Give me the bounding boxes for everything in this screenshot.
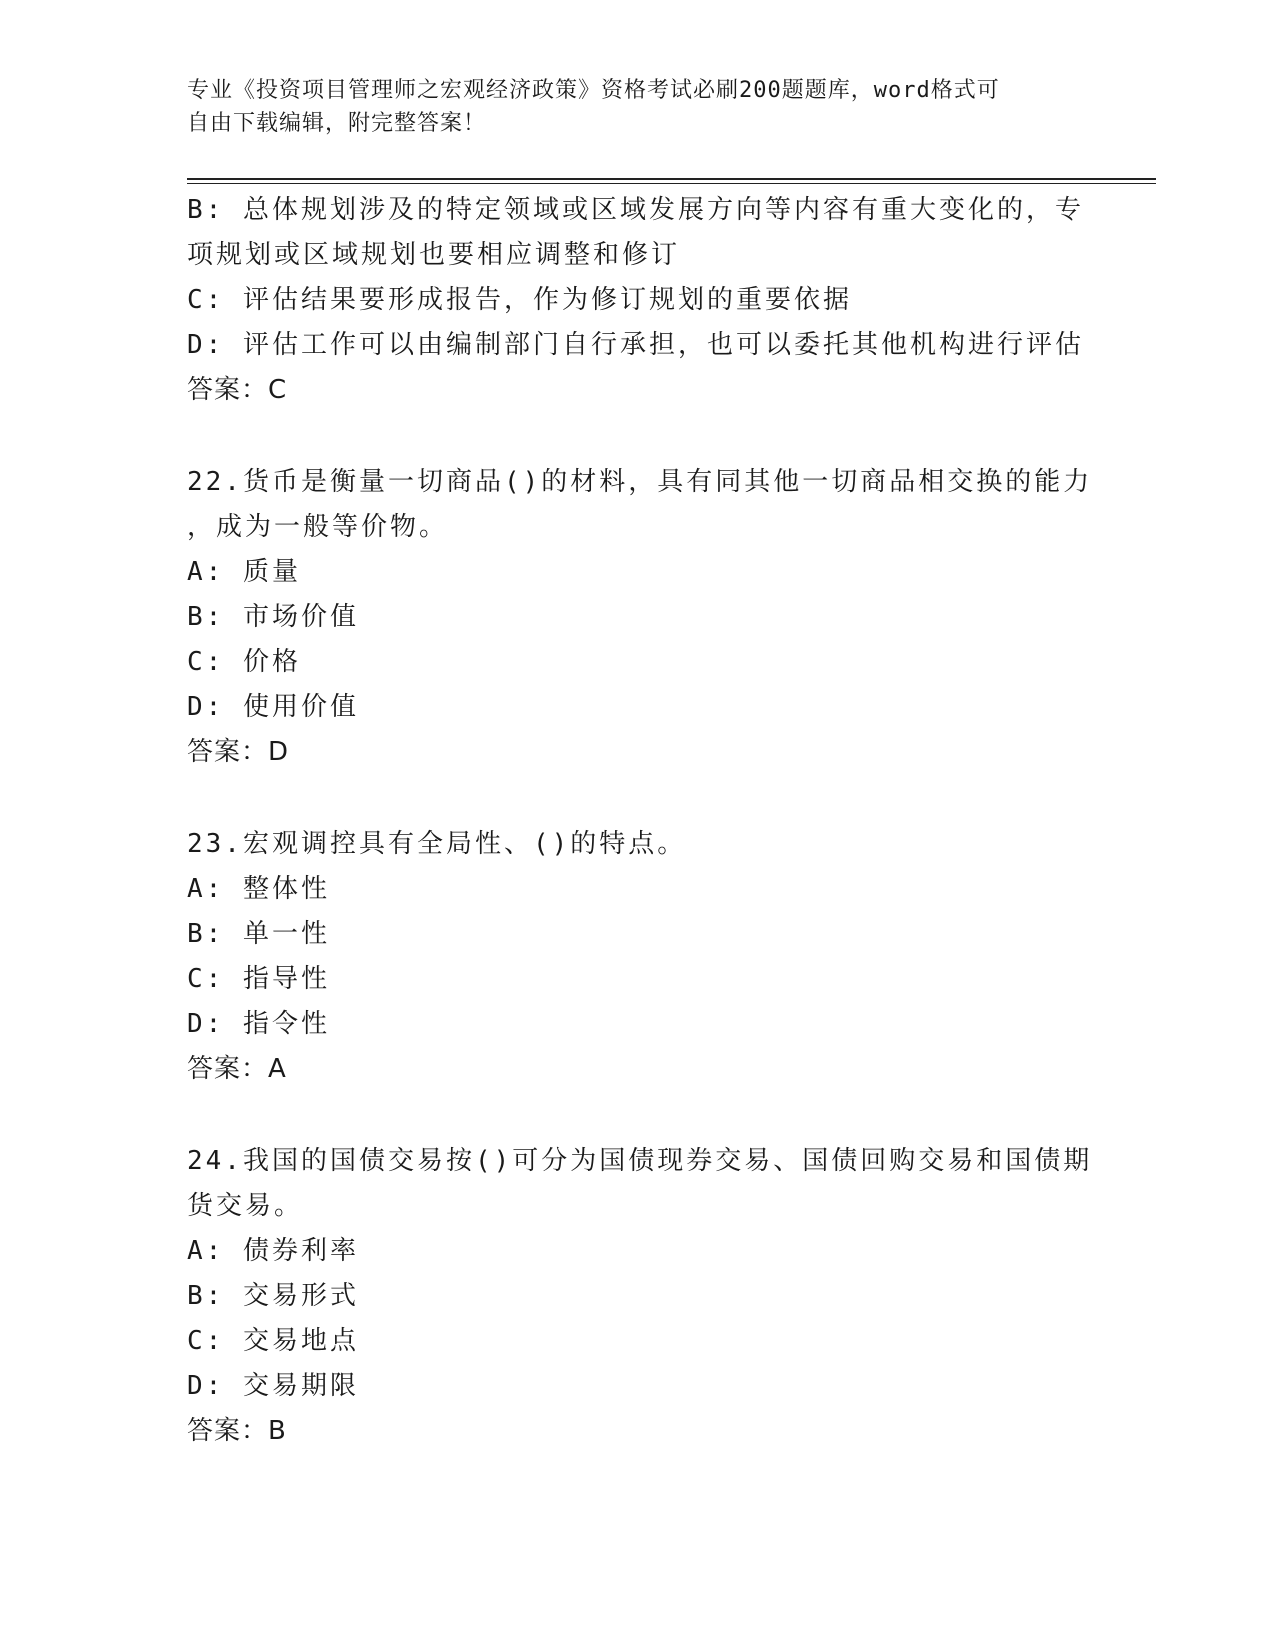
option-c: C: 交易地点 bbox=[187, 1326, 359, 1356]
question-23 bbox=[187, 822, 1087, 1092]
question-21-tail bbox=[187, 188, 1087, 413]
option-a: A: 整体性 bbox=[187, 874, 330, 904]
option-b: B: 单一性 bbox=[187, 919, 330, 949]
option-a: A: 质量 bbox=[187, 557, 301, 587]
answer: 答案：C bbox=[187, 375, 288, 405]
option-c: C: 指导性 bbox=[187, 964, 330, 994]
question-list bbox=[187, 188, 1093, 1454]
question-24 bbox=[187, 1139, 1093, 1454]
option-d: D: 指令性 bbox=[187, 1009, 330, 1039]
question-stem-line-1: 23.宏观调控具有全局性、()的特点。 bbox=[187, 829, 687, 859]
option-c: C: 评估结果要形成报告，作为修订规划的重要依据 bbox=[187, 285, 852, 315]
question-stem-line-2: 货交易。 bbox=[187, 1191, 304, 1221]
option-b-line-1: B: 总体规划涉及的特定领域或区域发展方向等内容有重大变化的，专 bbox=[187, 195, 1084, 225]
answer: 答案：D bbox=[187, 737, 290, 767]
question-22 bbox=[187, 460, 1093, 775]
option-b: B: 交易形式 bbox=[187, 1281, 359, 1311]
option-d: D: 交易期限 bbox=[187, 1371, 359, 1401]
header-rule-thin bbox=[187, 183, 1156, 184]
header-line-1: 专业《投资项目管理师之宏观经济政策》资格考试必刷200题题库，word格式可 bbox=[187, 78, 1000, 103]
option-b: B: 市场价值 bbox=[187, 602, 359, 632]
header-line-2: 自由下载编辑，附完整答案！ bbox=[187, 111, 487, 136]
question-stem-line-1: 24.我国的国债交易按()可分为国债现券交易、国债回购交易和国债期 bbox=[187, 1146, 1093, 1176]
document-header bbox=[187, 74, 1067, 140]
option-c: C: 价格 bbox=[187, 647, 301, 677]
answer: 答案：B bbox=[187, 1416, 287, 1446]
option-d: D: 评估工作可以由编制部门自行承担，也可以委托其他机构进行评估 bbox=[187, 330, 1084, 360]
question-stem-line-2: ，成为一般等价物。 bbox=[187, 512, 449, 542]
option-d: D: 使用价值 bbox=[187, 692, 359, 722]
header-rule-thick bbox=[187, 178, 1156, 180]
question-stem-line-1: 22.货币是衡量一切商品()的材料，具有同其他一切商品相交换的能力 bbox=[187, 467, 1093, 497]
option-a: A: 债券利率 bbox=[187, 1236, 359, 1266]
answer: 答案：A bbox=[187, 1054, 287, 1084]
option-b-line-2: 项规划或区域规划也要相应调整和修订 bbox=[187, 240, 681, 270]
